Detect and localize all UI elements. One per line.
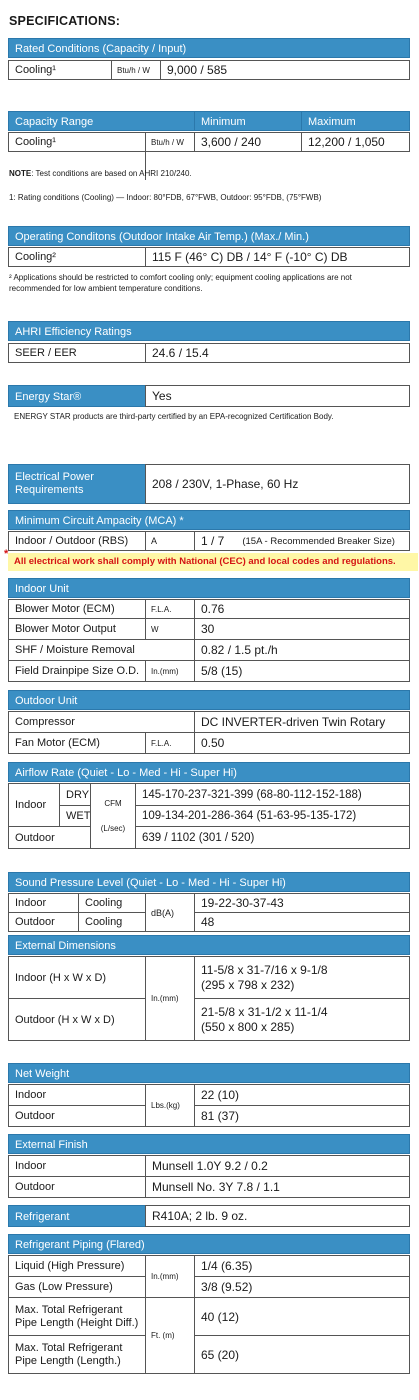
indoor-row-label: Blower Motor (ECM) [8,599,146,619]
indoor-row-unit: W [145,618,195,640]
energy-star-value: Yes [145,385,410,407]
ahri-header: AHRI Efficiency Ratings [8,321,410,341]
dimensions-outdoor-label: Outdoor (H x W x D) [8,998,146,1041]
capacity-max-header: Maximum [301,111,410,131]
sound-indoor-mode: Cooling [78,893,146,913]
mca-value: 1 / 7 [201,534,225,548]
dimensions-indoor-label: Indoor (H x W x D) [8,956,146,999]
indoor-unit-header: Indoor Unit [8,578,410,598]
sound-indoor-value: 19-22-30-37-43 [194,893,410,913]
capacity-cooling-label: Cooling¹ [8,132,146,152]
airflow-unit-ls: (L/sec) [100,824,126,833]
indoor-row-unit: In.(mm) [145,660,195,682]
dimensions-outdoor-line2: (550 x 800 x 285) [201,1019,295,1034]
piping-unit-in: In.(mm) [145,1255,195,1298]
sound-outdoor-mode: Cooling [78,912,146,932]
sound-outdoor-label: Outdoor [8,912,79,932]
indoor-row-label: Blower Motor Output [8,618,146,640]
operating-footnote: ² Applications should be restricted to comfort cooling only; equipment cooling applications are not recommended for low ambient temperature conditions. [9,273,352,293]
piping-unit-ft: Ft. (m) [145,1297,195,1374]
compressor-label: Compressor [8,711,195,733]
electrical-value: 208 / 230V, 1-Phase, 60 Hz [145,464,410,504]
electrical-warning: All electrical work shall comply with National (CEC) and local codes and regulations. [8,553,418,571]
piping-height-value: 40 (12) [194,1297,410,1336]
airflow-wet-value: 109-134-201-286-364 (51-63-95-135-172) [135,805,410,827]
weight-outdoor-value: 81 (37) [194,1105,410,1127]
rated-value: 9,000 / 585 [160,60,410,80]
mca-header: Minimum Circuit Ampacity (MCA) * [8,510,410,530]
sound-indoor-label: Indoor [8,893,79,913]
finish-indoor-value: Munsell 1.0Y 9.2 / 0.2 [145,1155,410,1177]
weight-indoor-label: Indoor [8,1084,146,1106]
mca-unit: A [145,531,195,551]
airflow-header: Airflow Rate (Quiet - Lo - Med - Hi - Super Hi) [8,762,410,782]
energy-star-header: Energy Star® [8,385,146,407]
airflow-dry-value: 145-170-237-321-399 (68-80-112-152-188) [135,783,410,806]
airflow-unit-cell [90,783,136,849]
indoor-row-value: 30 [194,618,410,640]
weight-unit: Lbs.(kg) [145,1084,195,1127]
finish-outdoor-label: Outdoor [8,1176,146,1198]
capacity-max-value: 12,200 / 1,050 [301,132,410,152]
sound-header: Sound Pressure Level (Quiet - Lo - Med - Hi - Super Hi) [8,872,410,892]
indoor-row-value: 0.76 [194,599,410,619]
piping-gas-label: Gas (Low Pressure) [8,1276,146,1298]
ahri-value: 24.6 / 15.4 [145,343,410,363]
airflow-outdoor-label: Outdoor [8,826,91,849]
rated-unit: Btu/h / W [111,60,161,80]
rated-cooling-label: Cooling¹ [8,60,112,80]
capacity-min-header: Minimum [194,111,302,131]
refrigerant-value: R410A; 2 lb. 9 oz. [145,1205,410,1227]
refrigerant-header: Refrigerant [8,1205,146,1227]
operating-conditions-header: Operating Conditons (Outdoor Intake Air Temp.) (Max./ Min.) [8,226,410,246]
airflow-indoor-label: Indoor [8,783,60,827]
mca-breaker: (15A - Recommended Breaker Size) [242,535,395,547]
piping-gas-value: 3/8 (9.52) [194,1276,410,1298]
indoor-row-label: SHF / Moisture Removal [8,639,195,661]
indoor-row-label: Field Drainpipe Size O.D. [8,660,146,682]
warning-star: * [4,548,9,560]
compressor-value: DC INVERTER-driven Twin Rotary [194,711,410,733]
mca-value-cell [194,531,410,551]
outdoor-unit-header: Outdoor Unit [8,690,410,710]
airflow-outdoor-value: 639 / 1102 (301 / 520) [135,826,410,849]
dimensions-header: External Dimensions [8,935,410,955]
piping-length-label: Max. Total Refrigerant Pipe Length (Length.) [8,1335,146,1374]
electrical-header: Electrical Power Requirements [8,464,146,504]
dimensions-indoor-line1: 11-5/8 x 31-7/16 x 9-1/8 [201,962,328,977]
dimensions-outdoor-value [194,998,410,1041]
ahri-label: SEER / EER [8,343,146,363]
sound-outdoor-value: 48 [194,912,410,932]
operating-cooling-label: Cooling² [8,247,146,267]
fan-motor-label: Fan Motor (ECM) [8,732,146,754]
mca-label: Indoor / Outdoor (RBS) [8,531,146,551]
sound-unit: dB(A) [145,893,195,932]
capacity-range-header: Capacity Range [8,111,195,131]
piping-header: Refrigerant Piping (Flared) [8,1234,410,1254]
piping-liquid-value: 1/4 (6.35) [194,1255,410,1277]
dimensions-indoor-line2: (295 x 798 x 232) [201,977,295,992]
page-title: SPECIFICATIONS: [9,14,121,28]
indoor-row-value: 0.82 / 1.5 pt./h [194,639,410,661]
indoor-row-value: 5/8 (15) [194,660,410,682]
finish-header: External Finish [8,1134,410,1154]
weight-header: Net Weight [8,1063,410,1083]
rating-conditions-note: 1: Rating conditions (Cooling) — Indoor: 80°FDB, 67°FWB, Outdoor: 95°FDB, (75°FWB) [9,193,322,202]
fan-motor-unit: F.L.A. [145,732,195,754]
piping-height-label: Max. Total Refrigerant Pipe Length (Height Diff.) [8,1297,146,1336]
indoor-row-unit: F.L.A. [145,599,195,619]
capacity-min-value: 3,600 / 240 [194,132,302,152]
dimensions-outdoor-line1: 21-5/8 x 31-1/2 x 11-1/4 [201,1004,328,1019]
airflow-dry-label: DRY [59,783,91,806]
piping-length-value: 65 (20) [194,1335,410,1374]
piping-liquid-label: Liquid (High Pressure) [8,1255,146,1277]
weight-outdoor-label: Outdoor [8,1105,146,1127]
rated-conditions-header: Rated Conditions (Capacity / Input) [8,38,410,58]
weight-indoor-value: 22 (10) [194,1084,410,1106]
finish-outdoor-value: Munsell No. 3Y 7.8 / 1.1 [145,1176,410,1198]
energy-star-note: ENERGY STAR products are third-party certified by an EPA-recognized Certification Body. [14,412,334,421]
operating-value: 115 F (46° C) DB / 14° F (-10° C) DB [145,247,410,267]
fan-motor-value: 0.50 [194,732,410,754]
test-note: NOTE: Test conditions are based on AHRI 210/240. [9,169,192,178]
finish-indoor-label: Indoor [8,1155,146,1177]
dimensions-indoor-value [194,956,410,999]
airflow-wet-label: WET [59,805,91,827]
airflow-unit-cfm: CFM [104,799,122,808]
capacity-unit: Btu/h / W [145,132,195,152]
dimensions-unit: In.(mm) [145,956,195,1041]
